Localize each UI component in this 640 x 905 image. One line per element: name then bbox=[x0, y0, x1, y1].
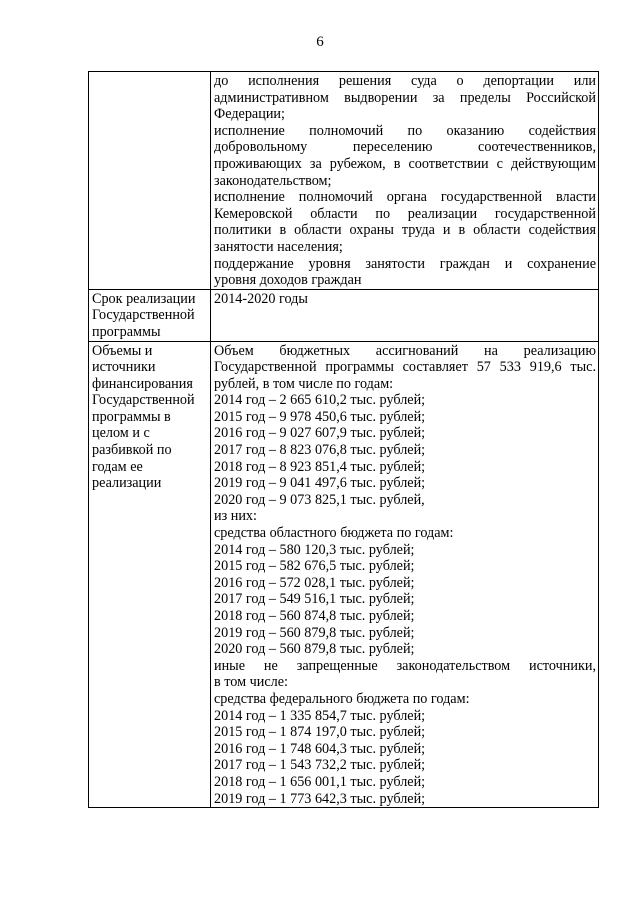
row-label-line: программы bbox=[92, 323, 161, 340]
content-line: Кемеровской области по реализации государственной bbox=[214, 205, 596, 222]
content-line: иные не запрещенные законодательством источники, bbox=[214, 657, 596, 674]
content-line: средства областного бюджета по годам: bbox=[214, 525, 454, 542]
content-line: Объем бюджетных ассигнований на реализацию bbox=[214, 342, 596, 359]
row-label-line: Государственной bbox=[92, 392, 195, 409]
content-line: 2018 год – 8 923 851,4 тыс. рублей; bbox=[214, 458, 426, 475]
page-number: 6 bbox=[316, 34, 324, 50]
content-line: 2020 год – 560 879,8 тыс. рублей; bbox=[214, 641, 415, 658]
row-label-line: Объемы и bbox=[92, 342, 153, 359]
content-line: рублей, в том числе по годам: bbox=[214, 375, 394, 392]
content-line: проживающих за рубежом, в соответствии с действующим bbox=[214, 155, 596, 172]
content-line: 2015 год – 9 978 450,6 тыс. рублей; bbox=[214, 408, 426, 425]
content-line: 2015 год – 1 874 197,0 тыс. рублей; bbox=[214, 724, 426, 741]
row-label-line: Государственной bbox=[92, 307, 195, 324]
content-line: средства федерального бюджета по годам: bbox=[214, 690, 470, 707]
row-label-line: разбивкой по bbox=[92, 442, 172, 459]
table-row bbox=[89, 341, 599, 808]
content-line: добровольному переселению соотечественников, bbox=[214, 139, 596, 156]
content-line: занятости населения; bbox=[214, 238, 343, 255]
row-label-cell bbox=[89, 341, 211, 808]
content-line: до исполнения решения суда о депортации или bbox=[214, 73, 596, 89]
row-label-line: финансирования bbox=[92, 375, 193, 392]
content-line: административном выдворении за пределы Российской bbox=[214, 89, 596, 106]
content-line: 2016 год – 1 748 604,3 тыс. рублей; bbox=[214, 740, 426, 757]
row-label-line: источники bbox=[92, 359, 156, 376]
content-line: из них: bbox=[214, 508, 257, 525]
content-line: поддержание уровня занятости граждан и сохранение bbox=[214, 255, 596, 272]
row-content-cell bbox=[211, 72, 599, 290]
content-line: 2014 год – 580 120,3 тыс. рублей; bbox=[214, 541, 415, 558]
content-line: 2016 год – 572 028,1 тыс. рублей; bbox=[214, 574, 415, 591]
content-line: Государственной программы составляет 57 533 919,6 тыс. bbox=[214, 359, 596, 376]
table-body bbox=[89, 72, 599, 808]
content-line: 2019 год – 560 879,8 тыс. рублей; bbox=[214, 624, 415, 641]
content-line: 2018 год – 1 656 001,1 тыс. рублей; bbox=[214, 773, 426, 790]
content-line: 2014-2020 годы bbox=[214, 290, 308, 307]
content-line: 2017 год – 549 516,1 тыс. рублей; bbox=[214, 591, 415, 608]
row-content-cell bbox=[211, 289, 599, 341]
content-line: 2015 год – 582 676,5 тыс. рублей; bbox=[214, 558, 415, 575]
row-label-cell bbox=[89, 72, 211, 290]
content-line: Федерации; bbox=[214, 106, 285, 123]
row-content-cell bbox=[211, 341, 599, 808]
content-line: 2017 год – 1 543 732,2 тыс. рублей; bbox=[214, 757, 426, 774]
content-line: 2019 год – 1 773 642,3 тыс. рублей; bbox=[214, 790, 426, 807]
row-label-line: Срок реализации bbox=[92, 290, 196, 307]
content-line: 2018 год – 560 874,8 тыс. рублей; bbox=[214, 608, 415, 624]
content-line: законодательством; bbox=[214, 172, 332, 189]
content-line: уровня доходов граждан bbox=[214, 272, 362, 289]
table-row bbox=[89, 72, 599, 290]
row-label-line: годам ее bbox=[92, 458, 143, 475]
content-line: 2017 год – 8 823 076,8 тыс. рублей; bbox=[214, 442, 426, 459]
content-line: 2014 год – 1 335 854,7 тыс. рублей; bbox=[214, 707, 426, 724]
row-label-line: целом и с bbox=[92, 425, 150, 442]
content-line: 2014 год – 2 665 610,2 тыс. рублей; bbox=[214, 392, 426, 409]
row-label-line: программы в bbox=[92, 408, 171, 425]
program-passport-table bbox=[88, 71, 599, 808]
row-label-line: реализации bbox=[92, 475, 162, 492]
content-line: исполнение полномочий органа государственной власти bbox=[214, 189, 596, 206]
content-line: 2019 год – 9 041 497,6 тыс. рублей; bbox=[214, 475, 426, 492]
content-line: 2020 год – 9 073 825,1 тыс. рублей, bbox=[214, 491, 425, 508]
content-line: исполнение полномочий по оказанию содействия bbox=[214, 122, 596, 139]
row-label-cell bbox=[89, 289, 211, 341]
content-line: политики в области охраны труда и в области содействия bbox=[214, 222, 596, 239]
content-line: в том числе: bbox=[214, 674, 288, 691]
table-row bbox=[89, 289, 599, 341]
content-line: 2016 год – 9 027 607,9 тыс. рублей; bbox=[214, 425, 426, 442]
